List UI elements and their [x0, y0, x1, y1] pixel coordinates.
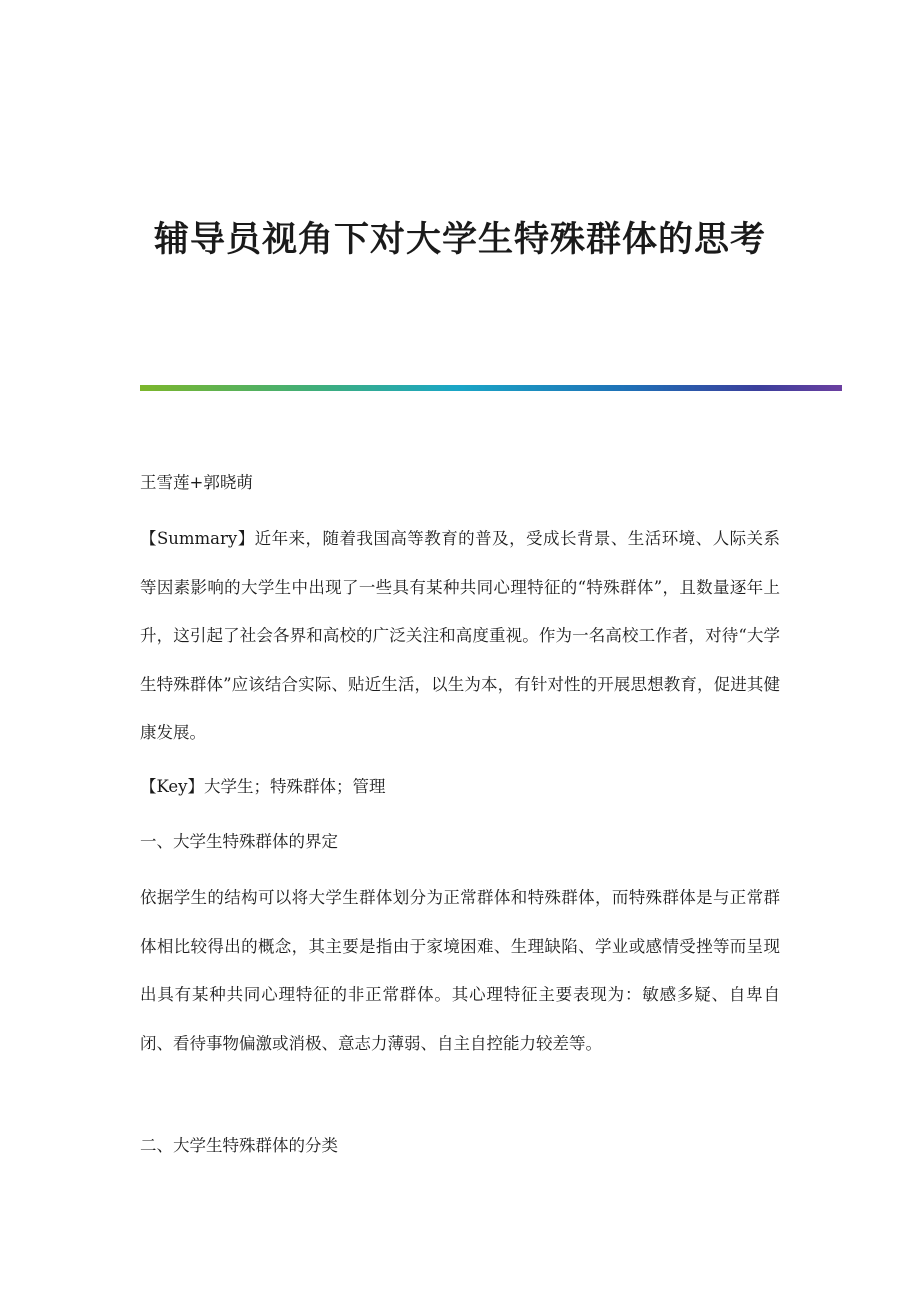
keywords-line: 【Key】大学生；特殊群体；管理	[140, 777, 386, 796]
author-line: 王雪莲+郭晓萌	[140, 473, 253, 492]
summary-paragraph: 【Summary】近年来，随着我国高等教育的普及，受成长背景、生活环境、人际关系等因素影响的大学生中出现了一些具有某种共同心理特征的“特殊群体”，且数量逐年上升，这引起了社会各界和高校的广泛关注和高度重视。作为一名高校工作者，对待“大学生特殊群体”应该结合实际、贴近生活，以生为本，有针对性的开展思想教育，促进其健康发展。	[140, 529, 780, 742]
section-heading-1: 一、大学生特殊群体的界定	[140, 832, 338, 851]
section-1-paragraph: 依据学生的结构可以将大学生群体划分为正常群体和特殊群体，而特殊群体是与正常群体相比较得出的概念，其主要是指由于家境困难、生理缺陷、学业或感情受挫等而呈现出具有某种共同心理特征的非正常群体。其心理特征主要表现为：敏感多疑、自卑自闭、看待事物偏激或消极、意志力薄弱、自主自控能力较差等。	[140, 888, 780, 1053]
document-title: 辅导员视角下对大学生特殊群体的思考	[153, 220, 766, 260]
section-heading-2: 二、大学生特殊群体的分类	[140, 1136, 338, 1155]
gradient-divider	[140, 385, 842, 391]
